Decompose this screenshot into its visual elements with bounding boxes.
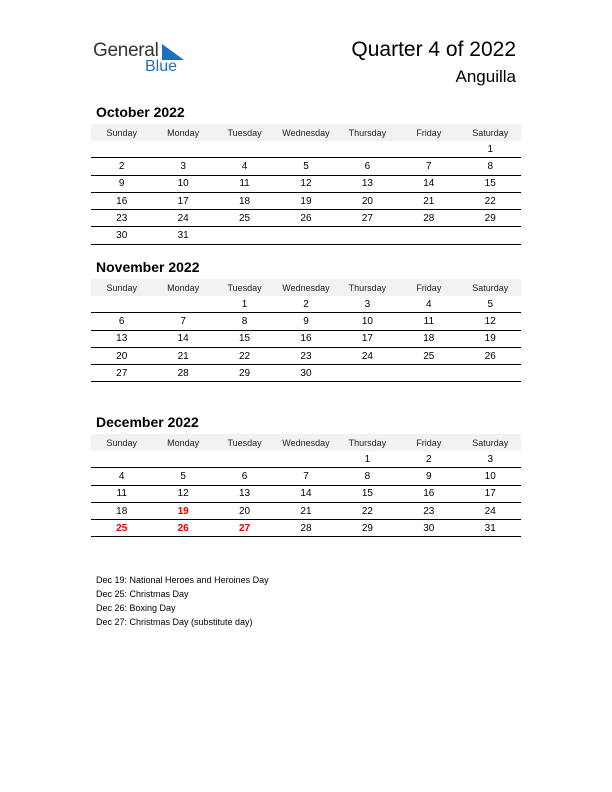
week-row: [91, 468, 521, 485]
week-row: [91, 520, 521, 537]
day-cell: 26: [484, 350, 496, 362]
day-cell: 3: [364, 298, 371, 310]
country-name: Anguilla: [455, 67, 516, 86]
day-cell: 22: [238, 350, 251, 362]
weekday-label: Friday: [416, 127, 442, 138]
day-cell: 3: [180, 160, 186, 172]
month-title: October 2022: [96, 104, 185, 120]
week-row: [91, 193, 521, 210]
weekday-header: [91, 279, 521, 296]
weekday-label: Monday: [167, 282, 200, 293]
weekday-label: Thursday: [348, 282, 387, 293]
weekday-header: [91, 434, 521, 451]
weekday-label: Wednesday: [282, 282, 330, 293]
month-november: [91, 258, 521, 382]
weekday-label: Wednesday: [282, 127, 330, 138]
day-cell: 21: [177, 350, 189, 362]
day-cell: 13: [238, 488, 251, 500]
week-row: [91, 503, 521, 520]
week-row: [91, 296, 521, 313]
day-cell: 29: [484, 212, 496, 224]
week-row: [91, 158, 521, 175]
day-cell: 27: [238, 522, 251, 534]
weekday-label: Friday: [416, 282, 442, 293]
day-cell: 8: [364, 470, 371, 482]
day-cell: 3: [487, 453, 494, 465]
day-cell: 10: [361, 315, 373, 327]
day-cell: 7: [426, 160, 432, 172]
day-cell: 24: [484, 505, 496, 517]
day-cell: 11: [423, 315, 435, 327]
day-cell: 22: [484, 195, 496, 207]
page-title: Quarter 4 of 2022: [351, 38, 516, 61]
day-cell: 30: [116, 230, 128, 242]
day-cell: 19: [300, 195, 312, 207]
day-cell: 31: [484, 522, 496, 534]
week-row: [91, 141, 521, 158]
day-cell: 23: [300, 350, 312, 362]
day-cell: 30: [423, 522, 435, 534]
day-cell: 8: [487, 160, 494, 172]
weekday-label: Tuesday: [227, 127, 262, 138]
day-cell: 17: [361, 333, 373, 345]
weekday-label: Thursday: [348, 127, 387, 138]
day-cell: 18: [423, 333, 435, 345]
weekday-label: Tuesday: [227, 437, 262, 448]
day-cell: 26: [300, 212, 312, 224]
logo: [93, 40, 193, 78]
day-cell: 25: [238, 212, 251, 224]
day-cell: 21: [300, 505, 312, 517]
holiday-note: Dec 27: Christmas Day (substitute day): [96, 617, 253, 627]
day-cell: 15: [361, 488, 373, 500]
day-cell: 17: [177, 195, 189, 207]
day-cell: 11: [239, 178, 250, 190]
day-cell: 28: [423, 212, 435, 224]
day-cell: 6: [118, 315, 125, 327]
day-cell: 4: [426, 298, 432, 310]
day-cell: 11: [116, 488, 127, 500]
day-cell: 20: [361, 195, 373, 207]
day-cell: 25: [423, 350, 435, 362]
week-row: [91, 348, 521, 365]
month-title: December 2022: [96, 414, 199, 430]
day-cell: 14: [177, 333, 189, 345]
day-cell: 16: [300, 333, 312, 345]
weekday-label: Sunday: [106, 282, 137, 293]
day-cell: 19: [177, 505, 189, 517]
day-cell: 13: [116, 333, 128, 345]
weekday-label: Friday: [416, 437, 442, 448]
month-december: [91, 413, 521, 537]
weekday-label: Wednesday: [282, 437, 330, 448]
week-row: [91, 227, 521, 244]
day-cell: 16: [116, 195, 128, 207]
day-cell: 27: [361, 212, 373, 224]
week-row: [91, 365, 521, 382]
day-cell: 19: [484, 333, 496, 345]
day-cell: 23: [116, 212, 128, 224]
day-cell: 25: [116, 522, 128, 534]
day-cell: 22: [361, 505, 373, 517]
day-cell: 29: [361, 522, 373, 534]
weekday-label: Monday: [167, 127, 200, 138]
day-cell: 8: [241, 315, 248, 327]
week-row: [91, 313, 521, 330]
weekday-header: [91, 124, 521, 141]
week-row: [91, 486, 521, 503]
day-cell: 9: [118, 178, 125, 190]
weekday-label: Saturday: [472, 282, 509, 293]
day-cell: 21: [423, 195, 435, 207]
week-row: [91, 210, 521, 227]
day-cell: 20: [116, 350, 128, 362]
day-cell: 30: [300, 367, 312, 379]
day-cell: 6: [241, 470, 248, 482]
weekday-label: Thursday: [348, 437, 387, 448]
week-row: [91, 331, 521, 348]
day-cell: 12: [177, 488, 189, 500]
day-cell: 10: [484, 470, 496, 482]
day-cell: 5: [487, 298, 494, 310]
week-row: [91, 176, 521, 193]
logo-blue-text: Blue: [145, 58, 178, 75]
day-cell: 1: [241, 298, 248, 310]
day-cell: 12: [484, 315, 496, 327]
day-cell: 28: [177, 367, 189, 379]
day-cell: 9: [426, 470, 432, 482]
day-cell: 15: [484, 178, 496, 190]
holiday-note: Dec 25: Christmas Day: [96, 589, 189, 599]
weekday-label: Saturday: [472, 437, 509, 448]
day-cell: 10: [177, 178, 189, 190]
day-cell: 14: [300, 488, 312, 500]
day-cell: 4: [118, 470, 125, 482]
day-cell: 18: [238, 195, 251, 207]
month-october: [91, 103, 521, 245]
day-cell: 5: [180, 470, 186, 482]
day-cell: 18: [116, 505, 128, 517]
day-cell: 7: [303, 470, 309, 482]
day-cell: 16: [423, 488, 435, 500]
weekday-label: Tuesday: [227, 282, 262, 293]
weekday-label: Saturday: [472, 127, 509, 138]
holiday-note: Dec 26: Boxing Day: [96, 603, 176, 613]
day-cell: 15: [238, 333, 251, 345]
month-title: November 2022: [96, 259, 200, 275]
day-cell: 13: [361, 178, 373, 190]
day-cell: 24: [177, 212, 189, 224]
day-cell: 2: [118, 160, 125, 172]
day-cell: 1: [364, 453, 371, 465]
day-cell: 9: [303, 315, 309, 327]
weekday-label: Sunday: [106, 437, 137, 448]
day-cell: 1: [487, 143, 494, 155]
holiday-notes: [96, 573, 269, 629]
day-cell: 17: [484, 488, 496, 500]
day-cell: 2: [426, 453, 432, 465]
holiday-note: Dec 19: National Heroes and Heroines Day: [96, 575, 269, 585]
day-cell: 5: [303, 160, 309, 172]
day-cell: 27: [116, 367, 128, 379]
day-cell: 28: [300, 522, 312, 534]
day-cell: 20: [238, 505, 251, 517]
weekday-label: Monday: [167, 437, 200, 448]
weekday-label: Sunday: [106, 127, 137, 138]
day-cell: 6: [364, 160, 371, 172]
day-cell: 2: [303, 298, 309, 310]
day-cell: 4: [241, 160, 248, 172]
day-cell: 26: [177, 522, 189, 534]
day-cell: 23: [423, 505, 435, 517]
day-cell: 12: [300, 178, 312, 190]
day-cell: 24: [361, 350, 373, 362]
day-cell: 31: [177, 230, 189, 242]
day-cell: 14: [423, 178, 435, 190]
logo-general-text: General: [93, 40, 159, 61]
week-row: [91, 451, 521, 468]
day-cell: 29: [238, 367, 251, 379]
day-cell: 7: [180, 315, 186, 327]
